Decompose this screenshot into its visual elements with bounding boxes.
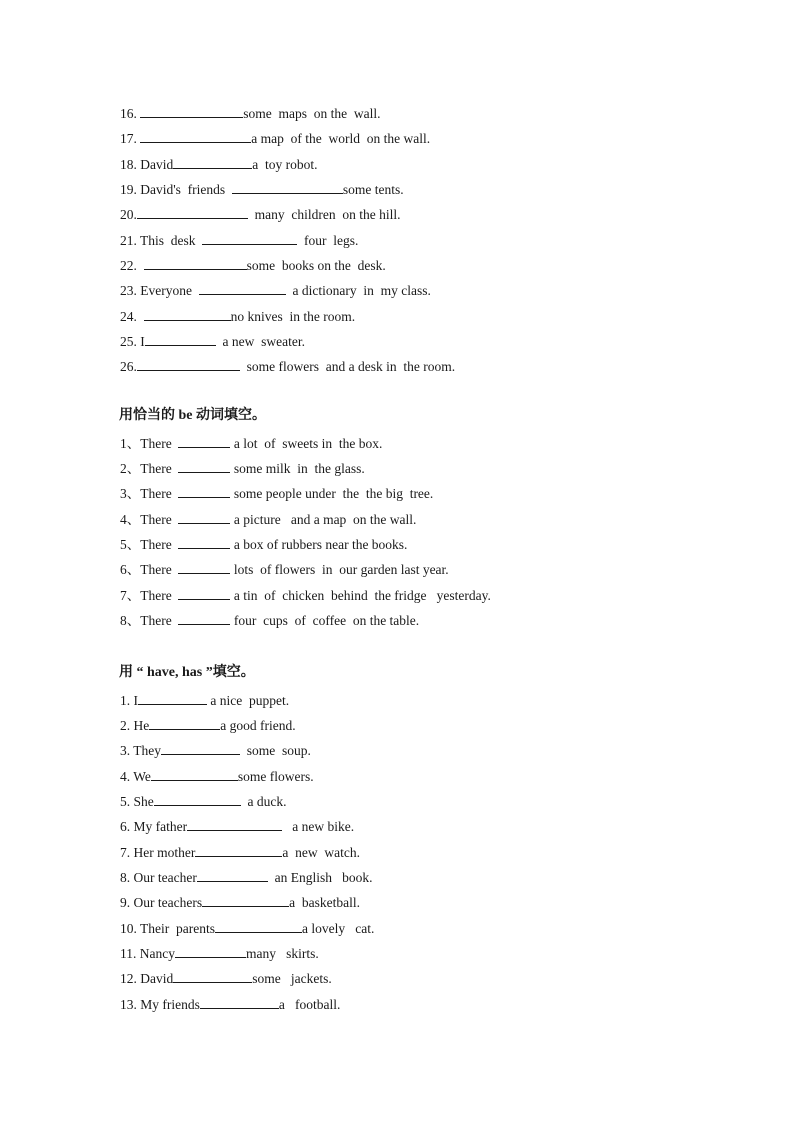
exercise-item: 8、There four cups of coffee on the table. bbox=[120, 613, 420, 628]
exercise-item: 5. She a duck. bbox=[120, 794, 287, 809]
exercise-item: 21. This desk four legs. bbox=[120, 233, 359, 248]
answer-blank[interactable] bbox=[199, 282, 286, 295]
answer-blank[interactable] bbox=[140, 130, 251, 143]
exercise-item: 1. I a nice puppet. bbox=[120, 693, 290, 708]
answer-blank[interactable] bbox=[140, 105, 243, 118]
answer-blank[interactable] bbox=[144, 308, 231, 321]
exercise-item: 26. some flowers and a desk in the room. bbox=[120, 359, 456, 374]
exercise-item: 10. Their parents a lovely cat. bbox=[120, 921, 375, 936]
exercise-item: 4. We some flowers. bbox=[120, 769, 314, 784]
answer-blank[interactable] bbox=[187, 818, 282, 831]
answer-blank[interactable] bbox=[161, 742, 240, 755]
section-heading-have-has: 用 “ have, has ”填空。 bbox=[119, 665, 255, 680]
exercise-item: 22. some books on the desk. bbox=[120, 258, 386, 273]
answer-blank[interactable] bbox=[178, 612, 230, 625]
answer-blank[interactable] bbox=[178, 536, 230, 549]
answer-blank[interactable] bbox=[173, 156, 252, 169]
answer-blank[interactable] bbox=[154, 793, 241, 806]
answer-blank[interactable] bbox=[137, 358, 240, 371]
answer-blank[interactable] bbox=[232, 181, 343, 194]
answer-blank[interactable] bbox=[138, 692, 207, 705]
answer-blank[interactable] bbox=[178, 435, 230, 448]
answer-blank[interactable] bbox=[144, 257, 247, 270]
exercise-item: 2. He a good friend. bbox=[120, 718, 296, 733]
exercise-item: 1、There a lot of sweets in the box. bbox=[120, 436, 383, 451]
exercise-item: 12. David some jackets. bbox=[120, 971, 332, 986]
exercise-item: 18. David a toy robot. bbox=[120, 157, 318, 172]
exercise-item: 24. no knives in the room. bbox=[120, 309, 356, 324]
exercise-item: 6. My father a new bike. bbox=[120, 819, 355, 834]
answer-blank[interactable] bbox=[195, 844, 282, 857]
answer-blank[interactable] bbox=[202, 894, 289, 907]
exercise-item: 6、There lots of flowers in our garden last year. bbox=[120, 562, 449, 577]
exercise-item: 3、There some people under the the big tree. bbox=[120, 486, 434, 501]
answer-blank[interactable] bbox=[151, 768, 238, 781]
answer-blank[interactable] bbox=[200, 996, 279, 1009]
exercise-item: 17. a map of the world on the wall. bbox=[120, 131, 431, 146]
answer-blank[interactable] bbox=[175, 945, 246, 958]
answer-blank[interactable] bbox=[215, 920, 302, 933]
answer-blank[interactable] bbox=[173, 970, 252, 983]
exercise-item: 9. Our teachers a basketball. bbox=[120, 895, 360, 910]
exercise-item: 7. Her mother a new watch. bbox=[120, 845, 360, 860]
exercise-item: 19. David's friends some tents. bbox=[120, 182, 404, 197]
exercise-item: 8. Our teacher an English book. bbox=[120, 870, 373, 885]
exercise-item: 16. some maps on the wall. bbox=[120, 106, 381, 121]
answer-blank[interactable] bbox=[178, 460, 230, 473]
exercise-item: 25. I a new sweater. bbox=[120, 334, 305, 349]
answer-blank[interactable] bbox=[149, 717, 220, 730]
answer-blank[interactable] bbox=[178, 587, 230, 600]
answer-blank[interactable] bbox=[197, 869, 268, 882]
answer-blank[interactable] bbox=[202, 232, 297, 245]
answer-blank[interactable] bbox=[137, 206, 248, 219]
answer-blank[interactable] bbox=[178, 511, 230, 524]
section-heading-be-verbs: 用恰当的 be 动词填空。 bbox=[119, 408, 266, 423]
answer-blank[interactable] bbox=[178, 561, 230, 574]
answer-blank[interactable] bbox=[145, 333, 216, 346]
exercise-item: 13. My friends a football. bbox=[120, 997, 341, 1012]
exercise-item: 7、There a tin of chicken behind the fridge yesterday. bbox=[120, 588, 491, 603]
exercise-item: 4、There a picture and a map on the wall. bbox=[120, 512, 417, 527]
exercise-item: 11. Nancy many skirts. bbox=[120, 946, 319, 961]
exercise-item: 23. Everyone a dictionary in my class. bbox=[120, 283, 431, 298]
exercise-item: 2、There some milk in the glass. bbox=[120, 461, 365, 476]
exercise-item: 3. They some soup. bbox=[120, 743, 311, 758]
exercise-item: 5、There a box of rubbers near the books. bbox=[120, 537, 408, 552]
exercise-item: 20. many children on the hill. bbox=[120, 207, 401, 222]
answer-blank[interactable] bbox=[178, 485, 230, 498]
